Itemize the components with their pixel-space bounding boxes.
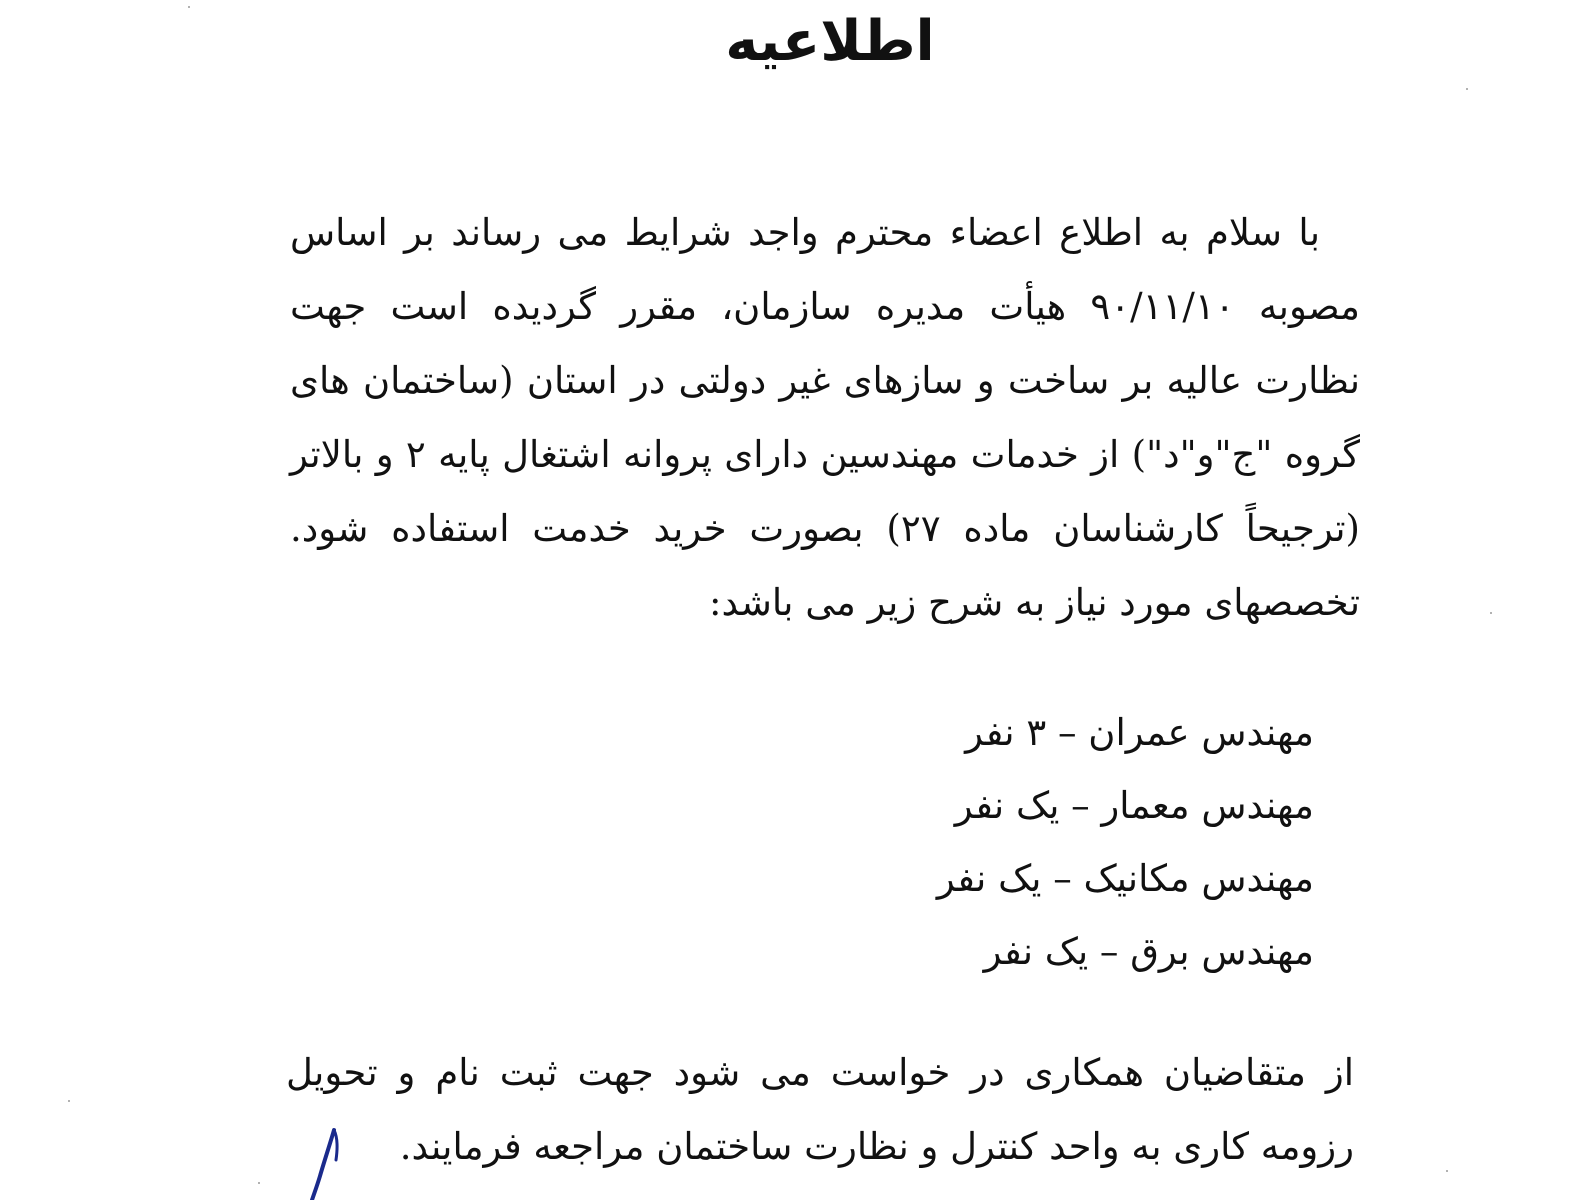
scan-speck <box>258 1182 260 1184</box>
scan-speck <box>188 6 190 8</box>
scan-speck <box>1446 1170 1448 1172</box>
announcement-body: با سلام به اطلاع اعضاء محترم واجد شرایط می رساند بر اساس مصوبه ۹۰/۱۱/۱۰ هیأت مدیره سازمان، مقرر گردیده است جهت نظارت عالیه بر ساخت و سازهای غیر دولتی در استان (ساختمان های گروه "ج"و"د") از خدمات مهندسین دارای پروانه اشتغال پایه ۲ و بالاتر (ترجیحاً کارشناسان ماده ۲۷) بصورت خرید خدمت استفاده شود. تخصصهای مورد نیاز به شرح زیر می باشد: <box>290 211 1360 624</box>
list-item: مهندس معمار – یک نفر <box>954 784 1314 827</box>
list-item: مهندس مکانیک – یک نفر <box>936 857 1314 900</box>
requirements-list <box>794 696 1314 988</box>
list-item: مهندس عمران – ۳ نفر <box>965 711 1314 754</box>
signature-mark <box>300 1126 360 1200</box>
document-title: اطلاعیه <box>725 9 935 74</box>
list-item: مهندس برق – یک نفر <box>983 930 1314 973</box>
closing-paragraph: از متقاضیان همکاری در خواست می شود جهت ثبت نام و تحویل رزومه کاری به واحد کنترل و نظارت ساختمان مراجعه فرمایند. <box>286 1051 1354 1168</box>
scan-speck <box>1490 612 1492 614</box>
scan-speck <box>68 1100 70 1102</box>
scan-speck <box>1466 88 1468 90</box>
